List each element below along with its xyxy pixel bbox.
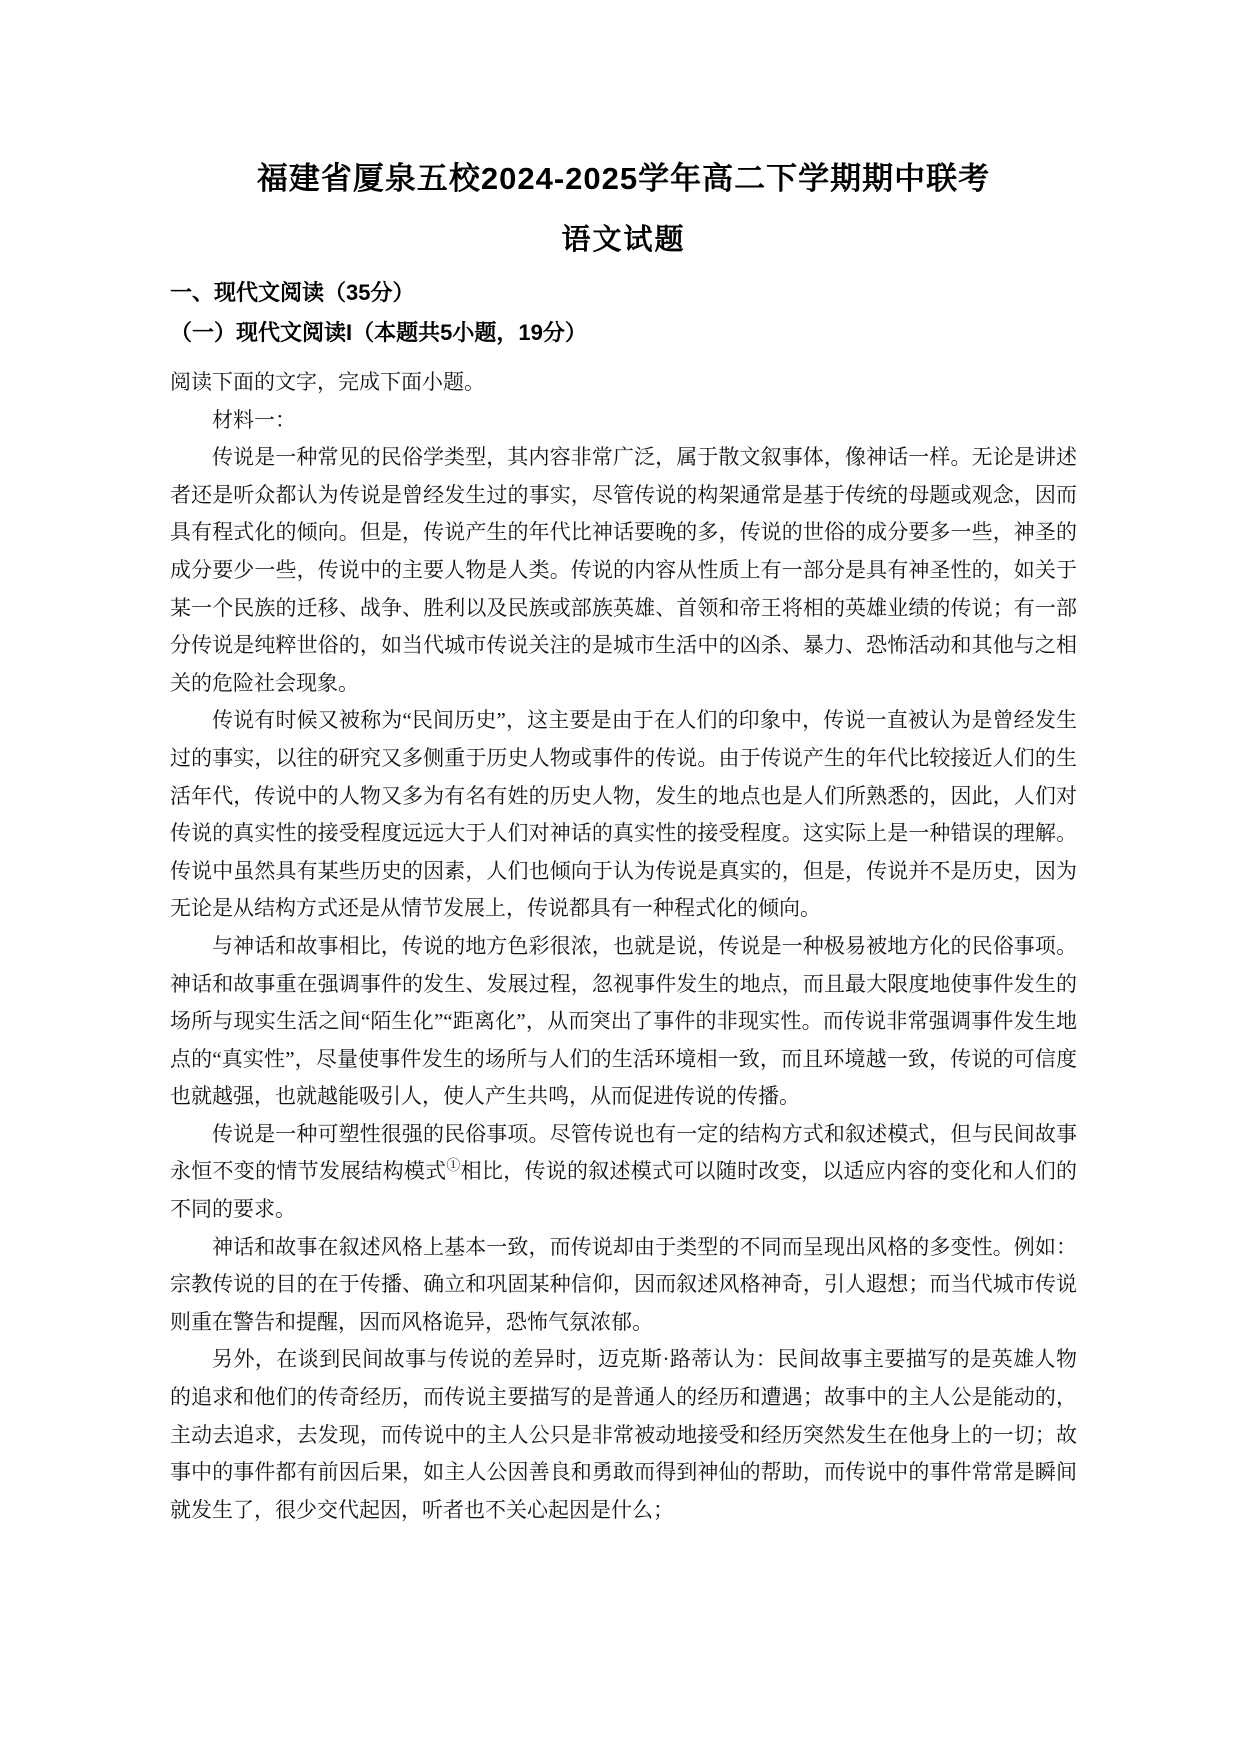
footnote-marker-1: ① [446, 1159, 461, 1175]
passage-paragraph-1: 传说是一种常见的民俗学类型，其内容非常广泛，属于散文叙事体，像神话一样。无论是讲述者还是听众都认为传说是曾经发生过的事实，尽管传说的构架通常是基于传统的母题或观念，因而具有程式化的倾向。但是，传说产生的年代比神话要晚的多，传说的世俗的成分要多一些，神圣的成分要少一些，传说中的主要人物是人类。传说的内容从性质上有一部分是具有神圣性的，如关于某一个民族的迁移、战争、胜利以及民族或部族英雄、首领和帝王将相的英雄业绩的传说；有一部分传说是纯粹世俗的，如当代城市传说关注的是城市生活中的凶杀、暴力、恐怖活动和其他与之相关的危险社会现象。 [170, 445, 1077, 695]
subsection-heading-reading-one: （一）现代文阅读I（本题共5小题，19分） [170, 320, 587, 345]
reading-instruction: 阅读下面的文字，完成下面小题。 [170, 370, 485, 394]
passage-paragraph-4-text-before: 传说是一种可塑性很强的民俗事项。尽管传说也有一定的结构方式和叙述模式，但与民间故事永恒不变的情节发展结构模式 [170, 1121, 1077, 1184]
passage-paragraph-4 [170, 1116, 1077, 1229]
passage-paragraph-6: 另外，在谈到民间故事与传说的差异时，迈克斯·路蒂认为：民间故事主要描写的是英雄人物的追求和他们的传奇经历，而传说主要描写的是普通人的经历和遭遇；故事中的主人公是能动的，主动去追求，去发现，而传说中的主人公只是非常被动地接受和经历突然发生在他身上的一切；故事中的事件都有前因后果，如主人公因善良和勇敢而得到神仙的帮助，而传说中的事件常常是瞬间就发生了，很少交代起因，听者也不关心起因是什么； [170, 1347, 1077, 1522]
passage-paragraph-5: 神话和故事在叙述风格上基本一致，而传说却由于类型的不同而呈现出风格的多变性。例如：宗教传说的目的在于传播、确立和巩固某种信仰，因而叙述风格神奇，引人遐想；而当代城市传说则重在警告和提醒，因而风格诡异，恐怖气氛浓郁。 [170, 1234, 1077, 1334]
passage-paragraph-2: 传说有时候又被称为“民间历史”，这主要是由于在人们的印象中，传说一直被认为是曾经发生过的事实，以往的研究又多侧重于历史人物或事件的传说。由于传说产生的年代比较接近人们的生活年代，传说中的人物又多为有名有姓的历史人物，发生的地点也是人们所熟悉的，因此，人们对传说的真实性的接受程度远远大于人们对神话的真实性的接受程度。这实际上是一种错误的理解。传说中虽然具有某些历史的因素，人们也倾向于认为传说是真实的，但是，传说并不是历史，因为无论是从结构方式还是从情节发展上，传说都具有一种程式化的倾向。 [170, 708, 1077, 921]
reading-passage [170, 364, 1077, 1529]
material-label: 材料一： [212, 407, 296, 432]
section-heading-modern-reading: 一、现代文阅读（35分） [170, 280, 415, 305]
passage-paragraph-4-text-after: 相比，传说的叙述模式可以随时改变，以适应内容的变化和人们的不同的要求。 [170, 1159, 1078, 1222]
exam-title: 福建省厦泉五校2024-2025学年高二下学期期中联考 [256, 161, 991, 196]
exam-subtitle: 语文试题 [561, 224, 686, 256]
passage-paragraph-3: 与神话和故事相比，传说的地方色彩很浓，也就是说，传说是一种极易被地方化的民俗事项。神话和故事重在强调事件的发生、发展过程，忽视事件发生的地点，而且最大限度地使事件发生的场所与现实生活之间“陌生化”“距离化”，从而突出了事件的非现实性。而传说非常强调事件发生地点的“真实性”，尽量使事件发生的场所与人们的生活环境相一致，而且环境越一致，传说的可信度也就越强，也就越能吸引人，使人产生共鸣，从而促进传说的传播。 [170, 933, 1077, 1109]
